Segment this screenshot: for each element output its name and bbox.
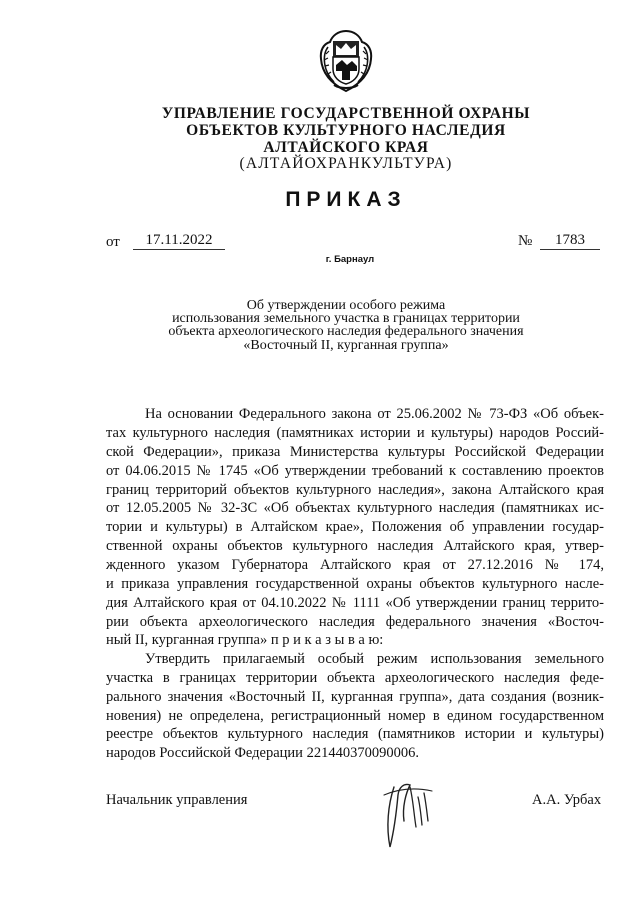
- body-text-line: рии объекта археологического наследия федерального значения «Восточ-: [106, 614, 604, 630]
- body-text-line: границ территорий объектов культурного наследия», закона Алтайского края: [106, 482, 604, 498]
- signatory-name: А.А. Урбах: [532, 792, 602, 808]
- signatory-title: Начальник управления: [106, 792, 248, 808]
- document-type-title: ПРИКАЗ: [285, 188, 407, 211]
- body-text-line: рального значения «Восточный II, курганная группа», дата создания (возник-: [106, 689, 604, 705]
- date-label: от: [106, 234, 120, 250]
- body-text-line: народов Российской Федерации 221440370090006.: [106, 745, 419, 761]
- body-text-line: ный II, курганная группа» п р и к а з ы в а ю:: [106, 632, 384, 648]
- body-text-line: дия Алтайского края от 04.10.2022 № 1111 «Об утверждении границ террито-: [106, 595, 604, 611]
- body-text-line: ственной охраны объектов культурного наследия Алтайского края, утвер-: [106, 538, 604, 554]
- coat-of-arms-emblem: [316, 27, 376, 95]
- org-name-line: УПРАВЛЕНИЕ ГОСУДАРСТВЕННОЙ ОХРАНЫ: [161, 105, 531, 122]
- body-text-line: и приказа управления государственной охраны объектов культурного насле-: [106, 576, 604, 592]
- number-label: №: [518, 233, 533, 249]
- body-text-line: от 12.05.2005 № 32-ЗС «Об объектах культурного наследия (памятниках ис-: [106, 500, 604, 516]
- subject-line: использования земельного участка в границах территории: [172, 311, 520, 326]
- body-text-line: реестре объектов культурного наследия (памятников истории и культуры): [106, 726, 604, 742]
- body-text-line: от 04.06.2015 № 1745 «Об утверждении требований к составлению проектов: [106, 463, 604, 479]
- body-text-line: ской Федерации», приказа Министерства культуры Российской Федерации: [106, 444, 604, 460]
- subject-line: Об утверждении особого режима: [246, 298, 446, 313]
- org-name-line: ОБЪЕКТОВ КУЛЬТУРНОГО НАСЛЕДИЯ: [186, 122, 506, 139]
- body-text-line: жденного указом Губернатора Алтайского края от 27.12.2016 № 174,: [106, 557, 604, 573]
- document-date: 17.11.2022: [133, 232, 225, 250]
- subject-line: объекта археологического наследия федерального значения: [168, 324, 524, 339]
- body-text-line: На основании Федерального закона от 25.06.2002 № 73-ФЗ «Об объек-: [145, 406, 604, 422]
- body-text-line: новения) не определена, регистрационный номер в едином государственном: [106, 708, 604, 724]
- org-name-line: АЛТАЙСКОГО КРАЯ: [263, 139, 429, 156]
- document-number: 1783: [540, 232, 600, 250]
- document-city: г. Барнаул: [325, 254, 375, 265]
- body-text-line: участка в границах территории объекта археологического наследия феде-: [106, 670, 604, 686]
- subject-line: «Восточный II, курганная группа»: [243, 338, 449, 353]
- body-text-line: тории и культуры) в Алтайском крае», Положения об управлении государ-: [106, 519, 604, 535]
- handwritten-signature: [380, 775, 436, 855]
- body-text-line: тах культурного наследия (памятниках истории и культуры) народов Россий-: [106, 425, 604, 441]
- body-text-line: Утвердить прилагаемый особый режим использования земельного: [145, 651, 604, 667]
- org-short-name: (АЛТАЙОХРАНКУЛЬТУРА): [239, 155, 453, 172]
